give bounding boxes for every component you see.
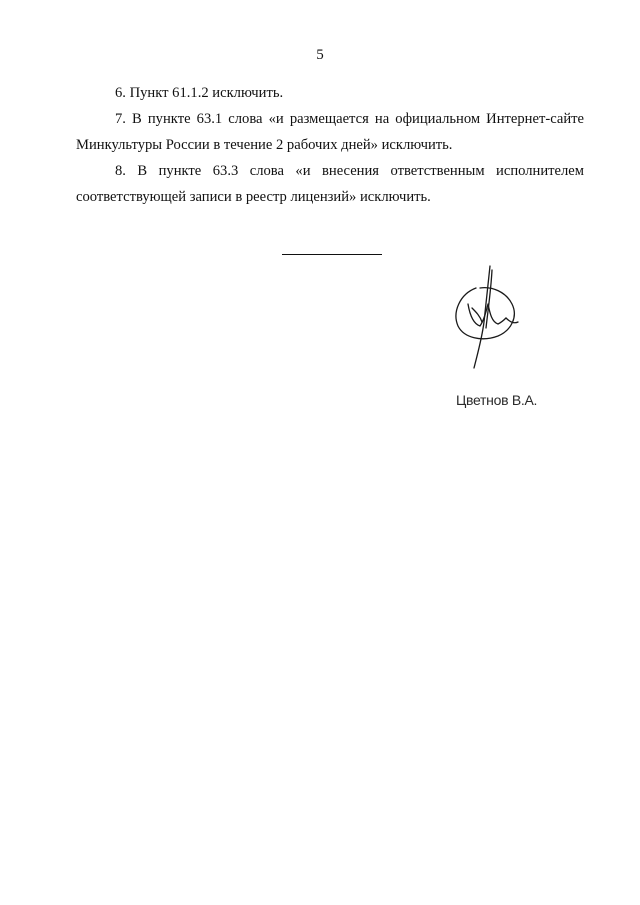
paragraph-item-8: 8. В пункте 63.3 слова «и внесения ответственным исполнителем соответствующей записи в реестр лицензий» исключить.: [76, 163, 584, 205]
page-number: 5: [316, 47, 324, 63]
paragraph-item-6: 6. Пункт 61.1.2 исключить.: [115, 85, 284, 101]
separator-line: [282, 254, 382, 255]
signer-name: Цветнов В.А.: [456, 392, 538, 408]
signature-image: [446, 264, 536, 372]
paragraph-item-7: 7. В пункте 63.1 слова «и размещается на официальном Интернет-сайте Минкультуры России в течение 2 рабочих дней» исключить.: [76, 111, 584, 153]
